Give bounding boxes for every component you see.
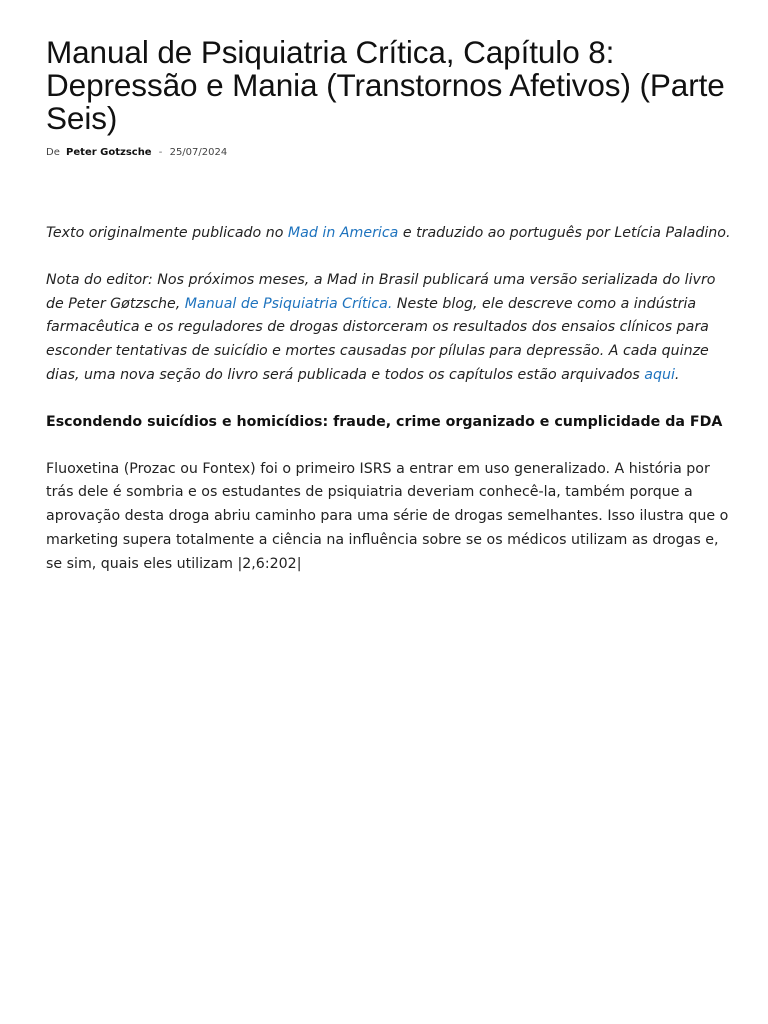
- byline-prefix: De: [46, 147, 60, 158]
- mad-in-america-link[interactable]: Mad in America: [287, 225, 399, 241]
- book-link[interactable]: Manual de Psiquiatria Crítica.: [184, 295, 393, 312]
- editor-note-text-middle: Neste blog, ele descreve como a indústria farmacêutica e os reguladores de drogas distorceram os resultados dos ensaios clínicos para esconder tentativas de suicídio e mortes causadas por pílulas para depressão. A cada quinze dias, uma nova seção do livro será publicada e todos os capítulos estão arquivados: [46, 295, 709, 383]
- archive-link[interactable]: aqui: [644, 366, 675, 383]
- editor-note-text-end: .: [674, 366, 680, 383]
- intro-text-before: Texto originalmente publicado no: [46, 225, 288, 241]
- article-body: [46, 222, 736, 600]
- intro-text-after: e traduzido ao português por Letícia Paladino.: [398, 225, 731, 241]
- author-name[interactable]: Peter Gotzsche: [66, 147, 152, 158]
- article-header: [46, 36, 726, 160]
- editor-note-text-before: Nota do editor: Nos próximos meses, a Mad in Brasil publicará uma versão serializada do livro de Peter Gøtzsche,: [46, 271, 716, 312]
- page-title: Manual de Psiquiatria Crítica, Capítulo 8: Depressão e Mania (Transtornos Afetivos) (Parte Seis): [46, 34, 725, 136]
- section-heading: Escondendo suicídios e homicídios: fraude, crime organizado e cumplicidade da FDA: [46, 413, 723, 430]
- byline-separator: -: [158, 147, 163, 158]
- byline: [46, 146, 726, 160]
- editor-note-paragraph: [46, 269, 736, 388]
- intro-paragraph: [46, 222, 736, 246]
- publish-date: 25/07/2024: [169, 147, 228, 158]
- body-paragraph: Fluoxetina (Prozac ou Fontex) foi o primeiro ISRS a entrar em uso generalizado. A história por trás dele é sombria e os estudantes de psiquiatria deveriam conhecê-la, também porque a aprovação desta droga abriu caminho para uma série de drogas semelhantes. Isso ilustra que o marketing supera totalmente a ciência na influência sobre se os médicos utilizam as drogas e, se sim, quais eles utilizam |2,6:202|: [46, 460, 729, 572]
